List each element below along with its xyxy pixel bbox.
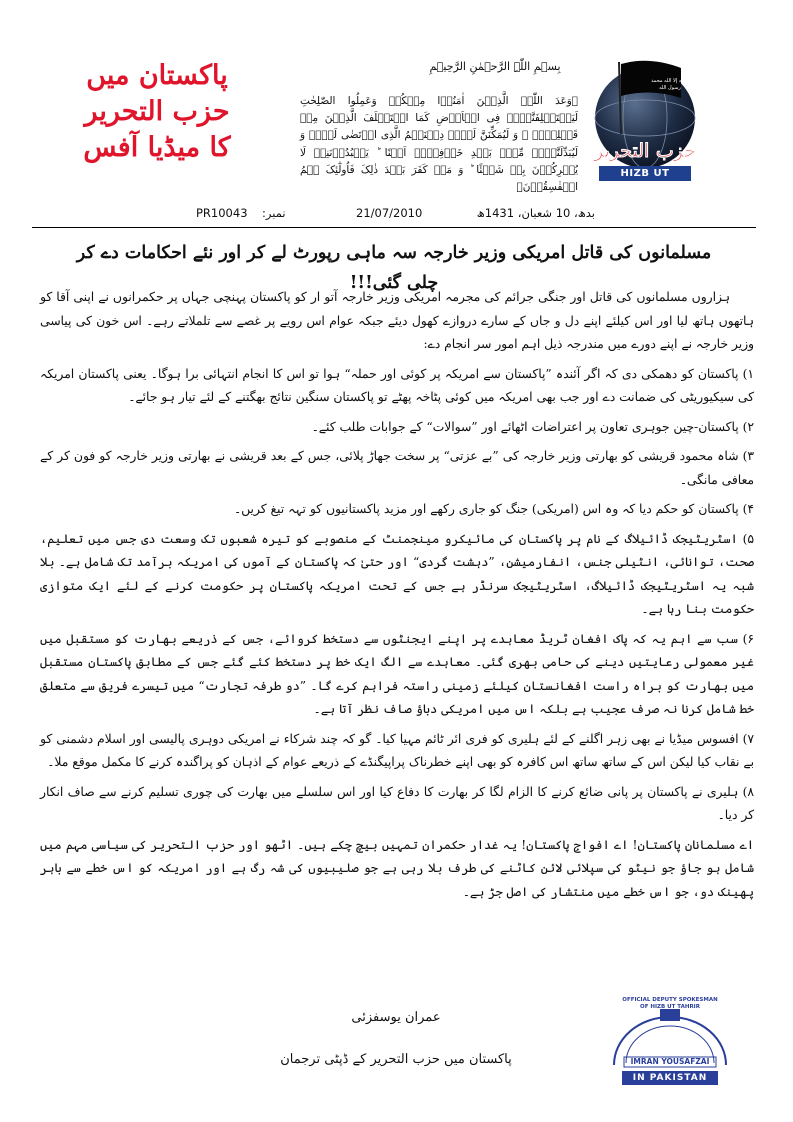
basmala: بِسۡمِ اللّٰہِ الرَّحۡمٰنِ الرَّحِیۡمِ (429, 60, 561, 73)
hijri-date: بدھ، 10 شعبان، 1431ھ (476, 206, 595, 220)
point-8: ۸) ہلیری نے پاکستان پر پانی ضائع کرنے کا الزام لگا کر بھارت کا دفاع کیا اور اس سلسلے میں بھارت کی چوری تسلیم کرنے سے صاف انکار کر دیا۔ (40, 784, 754, 822)
press-release-number: PR10043 (196, 206, 248, 220)
number-label: نمبر: (262, 206, 286, 220)
header-divider (32, 227, 756, 228)
stamp-name: IMRAN YOUSAFZAI (630, 1057, 710, 1066)
official-stamp (600, 995, 740, 1095)
office-title-line-1: پاکستان میں (86, 60, 228, 91)
point-5: ۵) اسٹریٹیجک ڈائیلاگ کے نام پر پاکستان کی مائیکرو مینجمنٹ کے منصوبے کو تیرہ شعبوں تک وسعت دی جس میں تعلیم، صحت، توانائی، انٹیلی جنس، انفارمیشن، ”دہشت گردی“ اور حتیٰ کہ پاکستان کے آموں کی امریکہ برآمد تک شامل ہے۔ بلا شبہ یہ اسٹریٹیجک ڈائیلاگ، اسٹریٹیجک سرنڈر ہے جس کے تحت امریکہ پاکستان پر حکومت کرنے کے لئے ایک متوازی حکومت بنا رہا ہے۔ (40, 531, 754, 616)
press-release-headline: مسلمانوں کی قاتل امریکی وزیر خارجہ سہ ماہی رپورٹ لے کر اور نئے احکامات دے کر چلی گئی!!! (76, 243, 712, 293)
closing-call: اے مسلمانانِ پاکستان! اے افواجِ پاکستان! یہ غدار حکمران تمہیں بیچ چکے ہیں۔ اٹھو اور حزب التحریر کی سیاسی مہم میں شامل ہو جاؤ جو نیٹو کی سپلائی لائن کاٹنے کی طرف بلا رہی ہے جو صلیبیوں کی شہ رگ ہے اور امریکہ کو اس خطے سے باہر پھینک دو، جو اس خطے میں منتشار کی اصل جڑ ہے۔ (40, 837, 754, 899)
point-2: ۲) پاکستان-چین جوہری تعاون پر اعتراضات اٹھائے اور ”سوالات“ کے جوابات طلب کئے۔ (311, 419, 754, 434)
flag-text: لا إله إلا الله محمد رسول الله (651, 78, 689, 91)
point-7: ۷) افسوس میڈیا نے بھی زہر اگلنے کے لئے ہلیری کو فری ائر ٹائم مہیا کیا۔ گو کہ چند شرکاء نے امریکی دوہری پالیسی اور اسلام دشمنی کو بے نقاب کیا لیکن اس کے ساتھ ساتھ اس کافرہ کو بھی اپنے خطرناک پراپیگنڈے کے ذریعے عوام کے اذہان کو پراگندہ کرنے کا مکمل موقع ملا۔ (40, 731, 754, 769)
office-title-line-3: کا میڈیا آفس (83, 132, 231, 163)
quran-verse: ﴿وَعَدَ اللّٰہُ الَّذِیۡنَ اٰمَنُوۡا مِنۡکُمۡ وَعَمِلُوا الصّٰلِحٰتِ لَیَسۡتَخۡلِفَنَّہُمۡ فِی الۡاَرۡضِ کَمَا اسۡتَخۡلَفَ الَّذِیۡنَ مِنۡ قَبۡلِہِمۡ ۪ وَ لَیُمَکِّنَنَّ لَہُمۡ دِیۡنَہُمُ الَّذِی ارۡتَضٰی لَہُمۡ وَ لَیُبَدِّلَنَّہُمۡ مِّنۡۢ بَعۡدِ خَوۡفِہِمۡ اَمۡنًا ؕ یَعۡبُدُوۡنَنِیۡ لَا یُشۡرِکُوۡنَ بِیۡ شَیۡئًا ؕ وَ مَنۡ کَفَرَ بَعۡدَ ذٰلِکَ فَاُولٰٓئِکَ ہُمُ الۡفٰسِقُوۡنَ﴾ (300, 95, 578, 194)
office-title-line-2: حزب التحریر (84, 96, 230, 127)
logo-name-latin: HIZB UT TAHRIR (599, 166, 691, 181)
point-1: ۱) پاکستان کو دھمکی دی کہ اگر آئندہ ”پاکستان سے امریکہ پر کوئی اور حملہ“ ہوا تو اس کا انجام انتہائی برا ہوگا۔ یعنی پاکستان امریکہ کی سیکیوریٹی کی ضمانت دے اور جب بھی امریکہ میں کوئی پٹاخہ پھٹے تو پاکستان سنگین نتائج بھگتنے کے لئے تیار ہو جائے۔ (40, 366, 754, 404)
point-3: ۳) شاہ محمود قریشی کو بھارتی وزیر خارجہ کی ”بے عزتی“ پر سخت جھاڑ پلائی، جس کے بعد قریشی نے بھارتی وزیر خارجہ کو فون کر کے معافی مانگی۔ (40, 449, 754, 487)
hizb-ut-tahrir-logo (589, 54, 701, 192)
media-office-title (32, 58, 282, 166)
stamp-ring-label: OFFICIAL DEPUTY SPOKESMAN OF HIZB UT TAHRIR (622, 997, 718, 1010)
signatory-name: عمران یوسفزئی (351, 1010, 441, 1025)
point-6: ۶) سب سے اہم یہ کہ پاک افغان ٹریڈ معاہدے پر اپنے ایجنٹوں سے دستخط کروائے، جس کے ذریعے بھارت کو مستقبل میں غیر معمولی رعایتیں دینے کی حامی بھری گئی۔ معاہدے سے الگ ایک خط پر دستخط کئے گئے جس کے مطابق پاکستان مستقبل میں بھارت کو براہ راست افغانستان کیلئے زمینی راستہ فراہم کرے گا۔ ”دو طرفہ تجارت“ میں تیسرے فریق سے متعلق خط شامل کرنا نہ صرف عجیب ہے بلکہ اس میں امریکی دباؤ صاف نظر آتا ہے۔ (40, 631, 754, 716)
signatory-title: پاکستان میں حزب التحریر کے ڈپٹی ترجمان (280, 1052, 512, 1067)
gregorian-date: 21/07/2010 (356, 206, 423, 220)
intro-paragraph: ہزاروں مسلمانوں کی قاتل اور جنگی جرائم کی مجرمہ امریکی وزیر خارجہ آتو ار کو پاکستان پہنچی جہاں پر حکمرانوں نے اپنی آقا کو ہاتھوں ہاتھ لیا اور اس کیلئے اپنے دل و جاں کے سارے دروازے کھول دیئے جبکہ عوام اس رویے پر غصے سے تلملاتے رہے۔ اس خون کی پیاسی وزیر خارجہ نے اپنے دورے میں مندرجہ ذیل اہم امور سر انجام دے: (40, 290, 754, 351)
point-4: ۴) پاکستان کو حکم دیا کہ وہ اس (امریکی) جنگ کو جاری رکھے اور مزید پاکستانیوں کو تہہ تیغ کریں۔ (233, 502, 754, 516)
stamp-country: IN PAKISTAN (632, 1073, 708, 1083)
logo-name-urdu: حزب التحریر (593, 140, 697, 162)
press-release-body (40, 286, 754, 910)
